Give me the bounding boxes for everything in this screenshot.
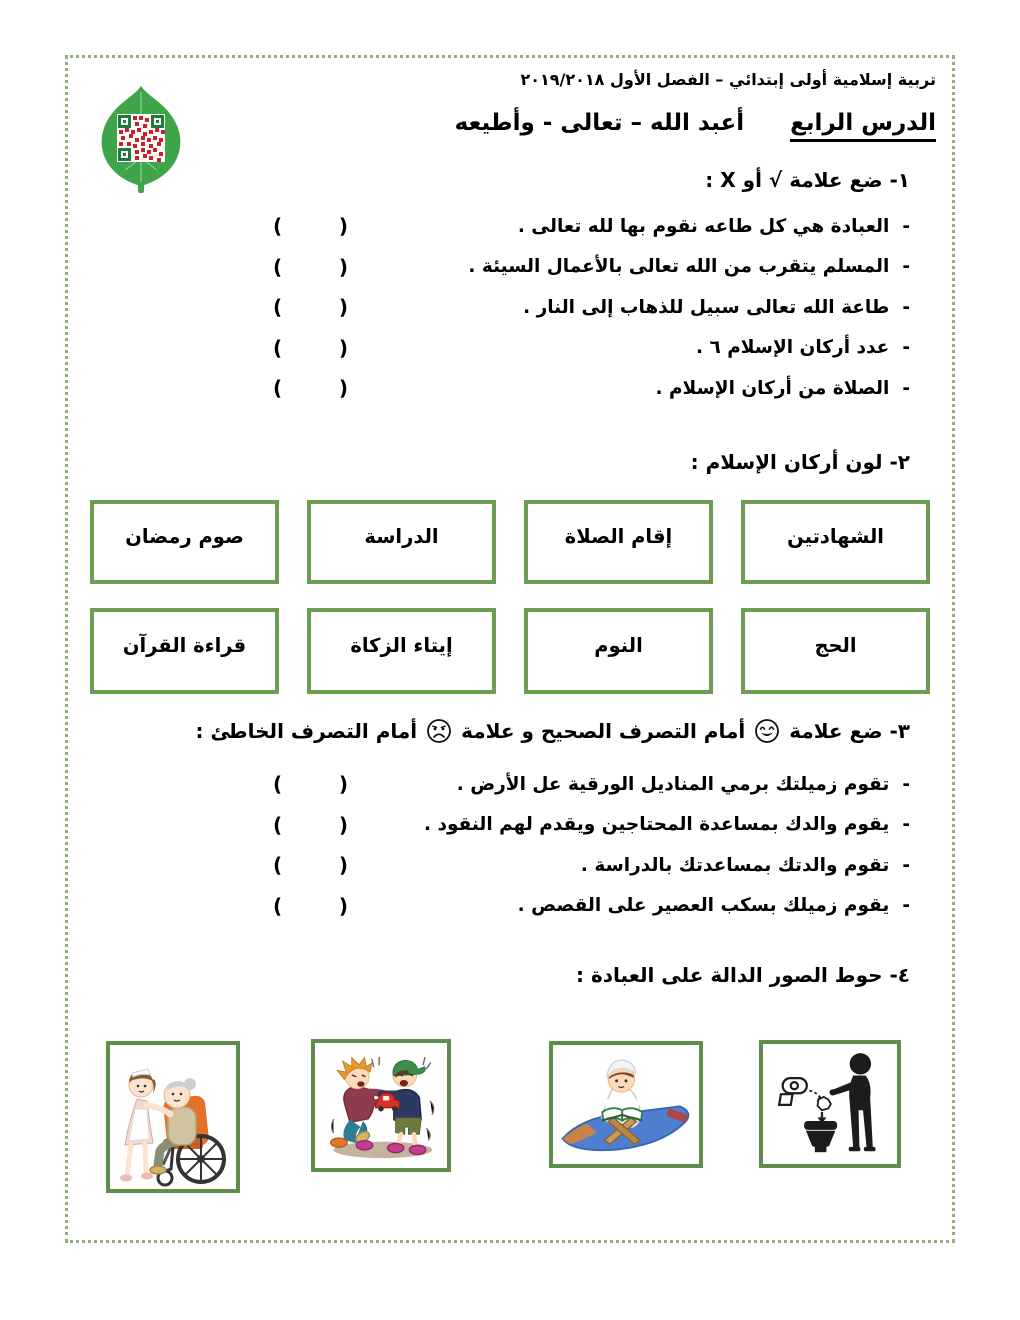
statement-dash: -	[902, 256, 910, 278]
statement-dash: -	[902, 895, 910, 917]
statement-text: طاعة الله تعالى سبيل للذهاب إلى النار .	[523, 296, 890, 318]
statement-dash: -	[902, 854, 910, 876]
question3-statements	[68, 764, 952, 926]
pillar-box-quran-reading[interactable]: قراءة القرآن	[90, 608, 279, 694]
statement-text: الصلاة من أركان الإسلام .	[655, 377, 890, 399]
answer-slot[interactable]: ( )	[273, 376, 350, 401]
statement-text: يقوم زميلك بسكب العصير على القصص .	[517, 895, 890, 917]
pillars-row-2	[90, 608, 930, 694]
kids-fighting-illustration	[317, 1045, 445, 1167]
statement-text: عدد أركان الإسلام ٦ .	[696, 337, 890, 359]
q1-statement-row	[273, 287, 910, 328]
q3-heading-part1: ٣- ضع علامة	[789, 719, 910, 743]
lesson-number-label: الدرس الرابع	[790, 110, 936, 142]
qr-leaf-logo	[91, 84, 191, 194]
nurse-wheelchair-illustration	[112, 1047, 234, 1187]
quran-reading-illustration	[555, 1047, 697, 1162]
answer-slot[interactable]: ( )	[273, 254, 350, 279]
pillar-box-hajj[interactable]: الحج	[741, 608, 930, 694]
course-header: تربية إسلامية أولى إبتدائي – الفصل الأول ٢٠١٩/٢٠١٨	[520, 70, 936, 89]
statement-dash: -	[902, 296, 910, 318]
answer-slot[interactable]: ( )	[273, 812, 350, 837]
pillar-box-sleep[interactable]: النوم	[524, 608, 713, 694]
lesson-title-row	[455, 110, 936, 142]
question2-heading: ٢- لون أركان الإسلام :	[690, 450, 910, 474]
statement-dash: -	[902, 773, 910, 795]
q3-statement-row	[273, 845, 910, 886]
q1-statement-row	[273, 368, 910, 409]
picture-boy-reading-quran[interactable]	[549, 1041, 703, 1168]
question1-statements	[68, 206, 952, 409]
statement-text: يقوم والدك بمساعدة المحتاجين ويقدم لهم النقود .	[424, 814, 890, 836]
toilet-paper-pictogram	[769, 1046, 891, 1162]
statement-text: المسلم يتقرب من الله تعالى بالأعمال السيئة .	[468, 256, 890, 278]
question4-heading: ٤- حوط الصور الدالة على العبادة :	[575, 963, 910, 987]
sad-face-icon	[426, 718, 452, 744]
q3-statement-row	[273, 886, 910, 927]
statement-text: تقوم زميلتك برمي المناديل الورقية عل الأرض .	[456, 773, 890, 795]
statement-dash: -	[902, 377, 910, 399]
pillar-box-study[interactable]: الدراسة	[307, 500, 496, 584]
lesson-title: أعبد الله – تعالى - وأطيعه	[454, 110, 745, 136]
leaf-qr-icon	[91, 84, 191, 194]
statement-dash: -	[902, 337, 910, 359]
answer-slot[interactable]: ( )	[273, 335, 350, 360]
picture-children-fighting[interactable]	[311, 1039, 451, 1172]
q3-statement-row	[273, 805, 910, 846]
answer-slot[interactable]: ( )	[273, 214, 350, 239]
answer-slot[interactable]: ( )	[273, 853, 350, 878]
pillar-box-shahadatain[interactable]: الشهادتين	[741, 500, 930, 584]
statement-text: تقوم والدتك بمساعدتك بالدراسة .	[580, 854, 890, 876]
statement-dash: -	[902, 215, 910, 237]
q1-statement-row	[273, 206, 910, 247]
pillar-box-zakat[interactable]: إيتاء الزكاة	[307, 608, 496, 694]
pillar-box-salah[interactable]: إقام الصلاة	[524, 500, 713, 584]
q3-heading-part3: أمام التصرف الخاطئ :	[195, 719, 418, 743]
picture-nurse-helping-elderly[interactable]	[106, 1041, 240, 1193]
pillar-box-ramadan-fasting[interactable]: صوم رمضان	[90, 500, 279, 584]
picture-toilet-pictogram[interactable]	[759, 1040, 901, 1168]
happy-face-icon	[754, 718, 780, 744]
question1-heading: ١- ضع علامة √ أو X :	[705, 168, 910, 192]
decorative-dotted-border	[65, 55, 955, 1243]
q1-statement-row	[273, 328, 910, 369]
q3-statement-row	[273, 764, 910, 805]
statement-dash: -	[902, 814, 910, 836]
statement-text: العبادة هي كل طاعه نقوم بها لله تعالى .	[517, 215, 890, 237]
pillars-row-1	[90, 500, 930, 584]
q3-heading-part2: أمام التصرف الصحيح و علامة	[461, 719, 746, 743]
answer-slot[interactable]: ( )	[273, 893, 350, 918]
question3-heading	[196, 718, 911, 744]
answer-slot[interactable]: ( )	[273, 295, 350, 320]
answer-slot[interactable]: ( )	[273, 772, 350, 797]
q1-statement-row	[273, 247, 910, 288]
